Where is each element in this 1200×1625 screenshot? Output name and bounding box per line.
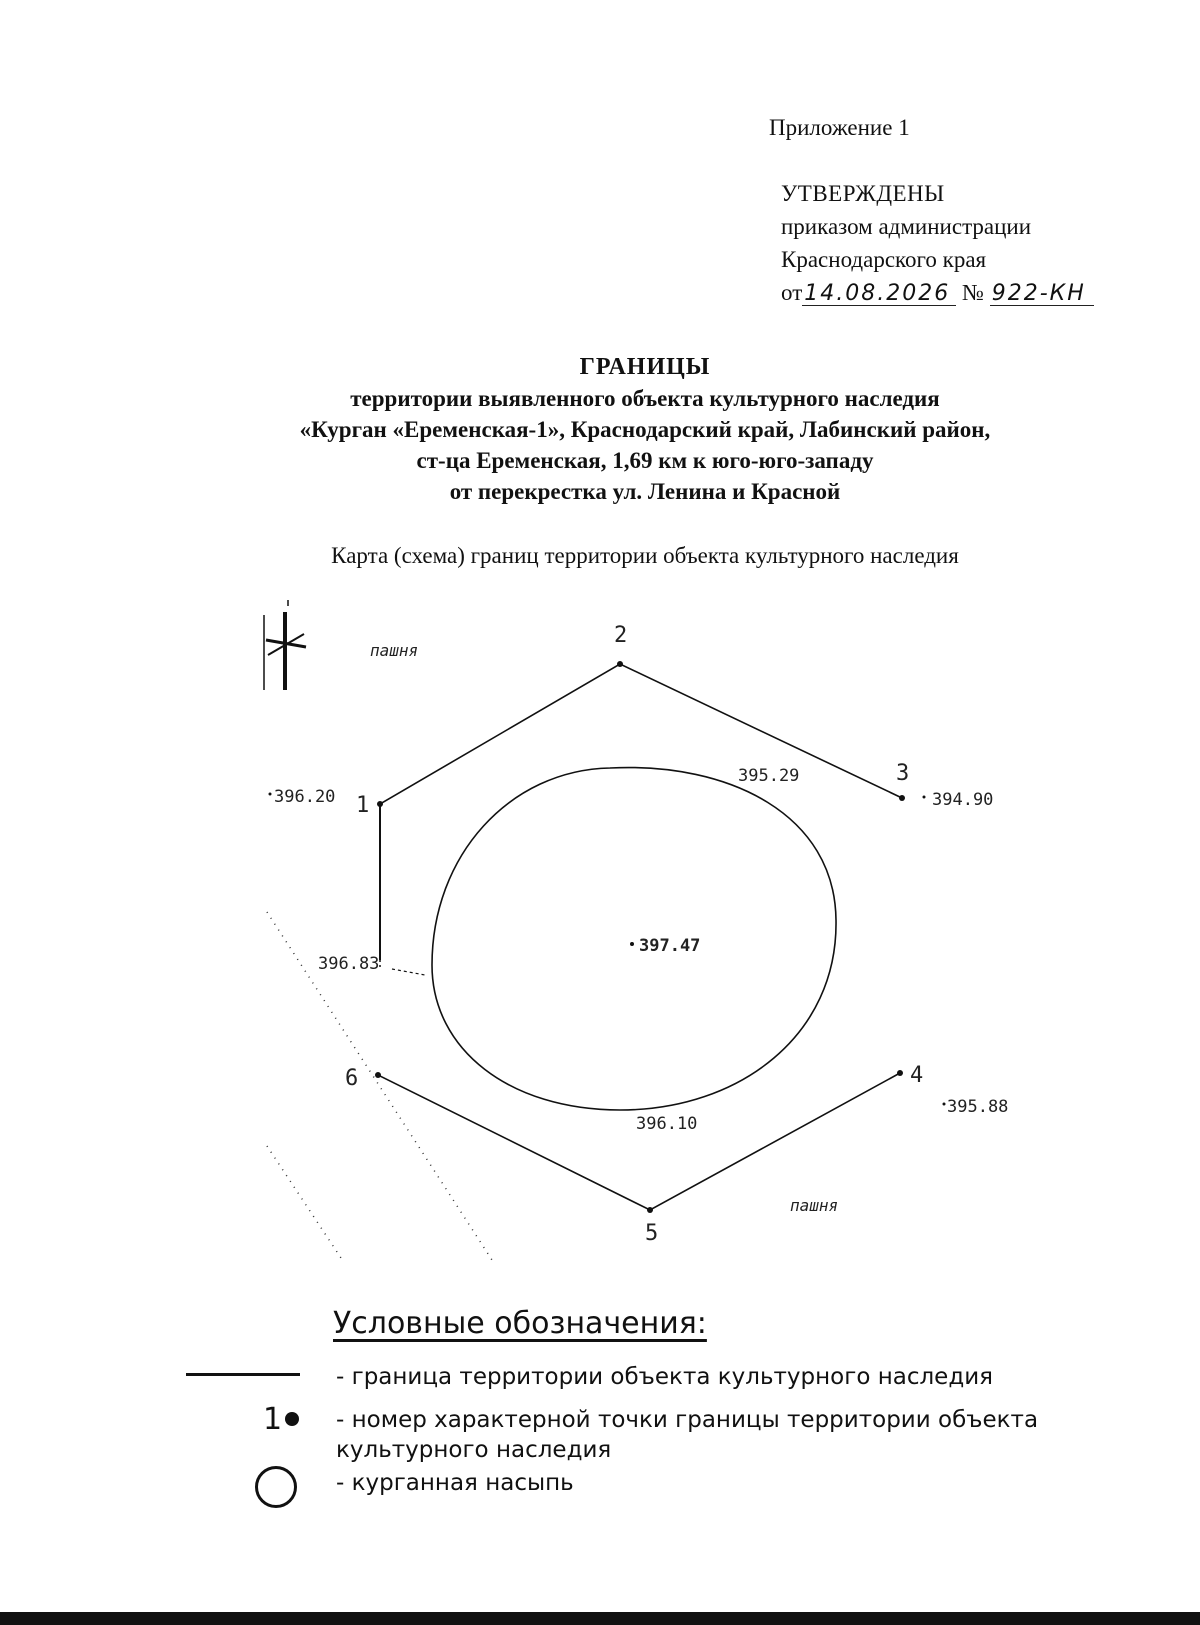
territory-boundary-south xyxy=(378,1073,900,1210)
elevation-point-3: 394.90 xyxy=(932,790,994,810)
legend-point-text: - номер характерной точки границы территории объекта культурного наследия xyxy=(336,1407,1039,1463)
point-4-dot xyxy=(897,1070,903,1076)
north-arrow-icon xyxy=(264,600,306,690)
territory-boundary xyxy=(380,664,902,804)
title-main: ГРАНИЦЫ xyxy=(579,354,711,380)
map-subtitle: Карта (схема) границ территории объекта культурного наследия xyxy=(331,543,959,568)
point-1-label: 1 xyxy=(356,793,370,818)
point-1-dot xyxy=(377,801,383,807)
boundary-gap-link xyxy=(392,969,425,975)
elev-dot-3 xyxy=(923,796,926,799)
mound-outline xyxy=(432,768,836,1110)
boundary-points xyxy=(269,661,946,1213)
elevation-point-1: 396.20 xyxy=(274,787,336,807)
elevation-mound-bottom: 396.10 xyxy=(636,1114,698,1134)
title-line-3: ст-ца Еременская, 1,69 км к юго-юго-западу xyxy=(416,448,874,473)
field-label-top: пашня xyxy=(370,641,419,660)
legend-mound-text: - курганная насыпь xyxy=(336,1470,574,1496)
title-line-2: «Курган «Еременская-1», Краснодарский край, Лабинский район, xyxy=(299,417,991,442)
legend-point-number: 1 xyxy=(263,1402,283,1437)
legend-mound-circle-icon xyxy=(255,1466,297,1508)
elev-dot-1 xyxy=(269,793,272,796)
date-prefix: от xyxy=(781,280,803,305)
point-4-label: 4 xyxy=(910,1063,924,1088)
point-5-dot xyxy=(647,1207,653,1213)
elevation-mound-center: 397.47 xyxy=(639,936,701,956)
approved-heading: УТВЕРЖДЕНЫ xyxy=(781,181,945,206)
title-line-4: от перекрестка ул. Ленина и Красной xyxy=(449,479,841,504)
elevation-mound-top: 395.29 xyxy=(738,766,800,786)
field-label-bottom: пашня xyxy=(790,1196,839,1215)
approved-region-line: Краснодарского края xyxy=(781,247,987,272)
point-3-label: 3 xyxy=(896,761,910,786)
point-6-label: 6 xyxy=(345,1066,359,1091)
point-3-dot xyxy=(899,795,905,801)
elevation-point-4: 395.88 xyxy=(947,1097,1009,1117)
point-6-dot xyxy=(375,1072,381,1078)
elevation-west: 396.83 xyxy=(318,954,380,974)
point-2-label: 2 xyxy=(614,623,628,648)
scan-edge-bar xyxy=(0,1612,1200,1625)
approved-by-line: приказом администрации xyxy=(781,214,1032,239)
point-2-dot xyxy=(617,661,623,667)
legend-point-dot-icon xyxy=(285,1412,299,1426)
legend-title: Условные обозначения: xyxy=(333,1306,707,1341)
order-number: 922-КН xyxy=(990,283,1094,306)
number-prefix: № xyxy=(962,280,984,305)
title-line-1: территории выявленного объекта культурного наследия xyxy=(350,386,940,411)
legend-boundary-line-icon xyxy=(186,1373,300,1376)
legend-boundary-text: - граница территории объекта культурного наследия xyxy=(336,1364,994,1390)
date-value: 14.08.2026 xyxy=(802,283,956,306)
appendix-label: Приложение 1 xyxy=(769,115,910,140)
center-elevation-dot xyxy=(630,942,634,946)
elev-dot-4 xyxy=(943,1103,946,1106)
point-5-label: 5 xyxy=(645,1221,659,1246)
road-dotted-lines xyxy=(267,912,492,1261)
